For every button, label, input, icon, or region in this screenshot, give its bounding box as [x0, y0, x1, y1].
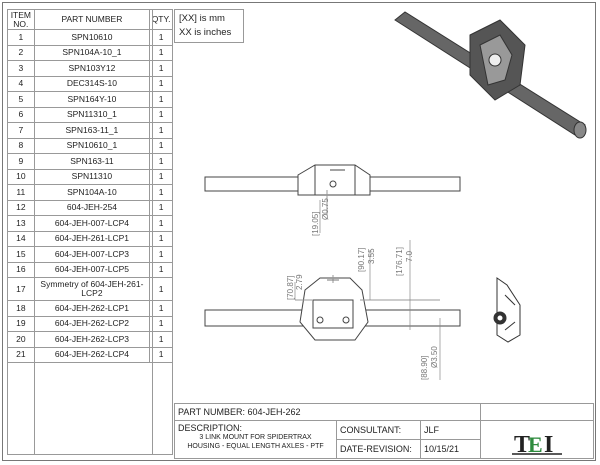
dim-d-mm: [88.90] — [420, 355, 429, 380]
units-mm: [XX] is mm — [179, 13, 225, 24]
dim-d-in: Ø3.50 — [430, 346, 439, 368]
company-logo — [480, 420, 594, 459]
date-revision-value: 10/15/21 — [420, 439, 481, 459]
bom-part-number: 604-JEH-262-LCP3 — [34, 332, 149, 348]
svg-text:I: I — [544, 432, 554, 458]
bom-part-number: 604-JEH-261-LCP1 — [34, 231, 149, 247]
bom-part-number: SPN163-11 — [34, 154, 149, 170]
bom-part-number: SPN10610_1 — [34, 138, 149, 154]
dim-c-mm: [176.71] — [395, 247, 404, 276]
bom-qty: 1 — [150, 154, 173, 170]
bom-item-no: 9 — [8, 154, 35, 170]
bom-item-no: 5 — [8, 92, 35, 108]
bom-part-number: 604-JEH-262-LCP4 — [34, 347, 149, 363]
consultant-label: CONSULTANT: — [336, 420, 421, 440]
top-view — [205, 165, 460, 215]
bom-item-no: 8 — [8, 138, 35, 154]
bom-part-number: SPN10610 — [34, 30, 149, 46]
description-label: DESCRIPTION: — [178, 423, 243, 433]
bom-qty: 1 — [150, 332, 173, 348]
bom-qty: 1 — [150, 76, 173, 92]
bom-qty: 1 — [150, 30, 173, 46]
units-inches: XX is inches — [179, 27, 232, 38]
bom-qty: 1 — [150, 45, 173, 61]
bom-item-no: 16 — [8, 262, 35, 278]
dim-a-in: 2.79 — [295, 274, 304, 290]
bom-qty: 1 — [150, 185, 173, 201]
side-view — [494, 278, 520, 342]
description-line1: 3 LINK MOUNT FOR SPIDERTRAX — [199, 434, 312, 441]
dim-top-mm: [19.05] — [311, 211, 320, 236]
bom-item-no: 1 — [8, 30, 35, 46]
bom-part-number: 604-JEH-007-LCP4 — [34, 216, 149, 232]
bom-item-no: 3 — [8, 61, 35, 77]
part-number-field: PART NUMBER: 604-JEH-262 — [174, 403, 481, 421]
bom-item-no: 19 — [8, 316, 35, 332]
bom-part-number: 604-JEH-254 — [34, 200, 149, 216]
bom-item-no: 7 — [8, 123, 35, 139]
isometric-view — [395, 12, 586, 138]
bom-part-number: 604-JEH-262-LCP1 — [34, 301, 149, 317]
bom-qty: 1 — [150, 61, 173, 77]
bom-qty: 1 — [150, 316, 173, 332]
bom-part-number: SPN104A-10_1 — [34, 45, 149, 61]
header-qty: QTY. — [150, 10, 173, 30]
bom-part-number: 604-JEH-007-LCP5 — [34, 262, 149, 278]
dim-top-in: Ø0.75 — [321, 198, 330, 220]
date-revision-label: DATE-REVISION: — [336, 439, 421, 459]
bom-item-no: 14 — [8, 231, 35, 247]
bom-qty: 1 — [150, 169, 173, 185]
bom-item-no: 10 — [8, 169, 35, 185]
bom-item-no: 18 — [8, 301, 35, 317]
svg-text:T: T — [514, 432, 531, 458]
bom-part-number: SPN103Y12 — [34, 61, 149, 77]
svg-text:E: E — [528, 432, 543, 457]
front-view — [205, 275, 460, 340]
bom-part-number: 604-JEH-262-LCP2 — [34, 316, 149, 332]
bom-item-no: 17 — [8, 278, 35, 301]
header-item-no: ITEM NO. — [8, 10, 35, 30]
bom-qty: 1 — [150, 107, 173, 123]
bom-qty: 1 — [150, 262, 173, 278]
description-field — [174, 420, 337, 459]
bom-qty: 1 — [150, 231, 173, 247]
bom-qty: 1 — [150, 247, 173, 263]
bom-item-no: 15 — [8, 247, 35, 263]
bom-item-no: 12 — [8, 200, 35, 216]
bom-part-number: SPN164Y-10 — [34, 92, 149, 108]
bom-qty: 1 — [150, 123, 173, 139]
bom-item-no: 21 — [8, 347, 35, 363]
description-line2: HOUSING - EQUAL LENGTH AXLES - PTF — [187, 443, 324, 450]
bom-part-number: SPN11310_1 — [34, 107, 149, 123]
tei-logo-icon — [484, 423, 596, 460]
bom-part-number: Symmetry of 604-JEH-261-LCP2 — [34, 278, 149, 301]
bom-part-number: 604-JEH-007-LCP3 — [34, 247, 149, 263]
dim-b-in: 3.55 — [367, 248, 376, 264]
bom-part-number: DEC314S-10 — [34, 76, 149, 92]
bom-qty: 1 — [150, 216, 173, 232]
title-block-blank — [480, 403, 594, 421]
bom-qty: 1 — [150, 347, 173, 363]
bom-qty: 1 — [150, 92, 173, 108]
dim-a-mm: [70.87] — [286, 275, 295, 300]
bom-item-no: 4 — [8, 76, 35, 92]
consultant-value: JLF — [420, 420, 481, 440]
dim-b-mm: [90.17] — [357, 247, 366, 272]
bom-item-no: 6 — [8, 107, 35, 123]
dim-c-in: 7.0 — [405, 250, 414, 262]
bom-qty: 1 — [150, 301, 173, 317]
bom-item-no: 13 — [8, 216, 35, 232]
bom-item-no: 20 — [8, 332, 35, 348]
bom-qty: 1 — [150, 138, 173, 154]
bom-part-number: SPN104A-10 — [34, 185, 149, 201]
bom-item-no: 11 — [8, 185, 35, 201]
bom-part-number: SPN163-11_1 — [34, 123, 149, 139]
bom-item-no: 2 — [8, 45, 35, 61]
bom-qty: 1 — [150, 200, 173, 216]
bom-part-number: SPN11310 — [34, 169, 149, 185]
header-part-number: PART NUMBER — [34, 10, 149, 30]
bom-qty: 1 — [150, 278, 173, 301]
